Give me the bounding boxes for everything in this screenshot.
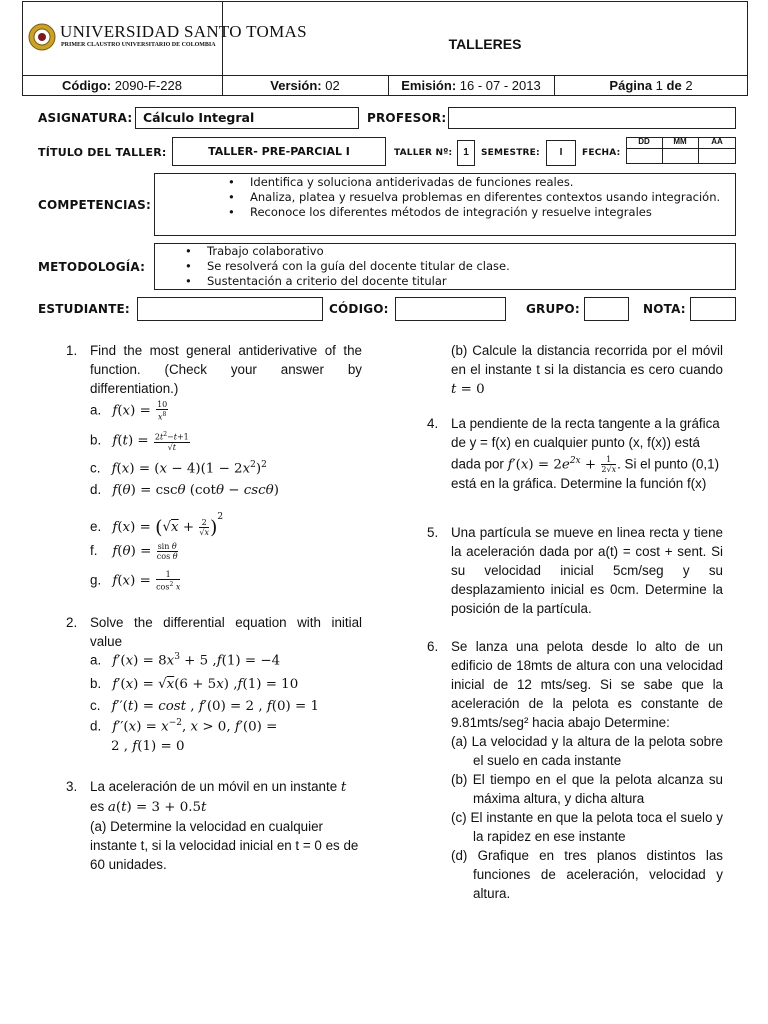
question-3b: (b) Calcule la distancia recorrida por el móvil en el instante t si la distancia es cero cuando t = 0	[451, 343, 723, 397]
fecha-dd: DD	[638, 137, 650, 146]
question-number: 1.	[66, 343, 78, 358]
codigo-cell	[22, 78, 222, 93]
profesor-label: PROFESOR:	[367, 111, 447, 125]
q1-item-d: d. f(θ) = cscθ (cotθ − cscθ)	[90, 482, 279, 498]
pagina-cell	[554, 78, 748, 93]
document-title: TALLERES	[448, 36, 522, 52]
competencia-item: • Analiza, platea y resuelva problemas en diferentes contextos usando integración.	[228, 190, 733, 205]
codigo-field[interactable]	[395, 297, 506, 321]
emision-value: 16 - 07 - 2013	[459, 78, 541, 93]
q1-item-f: f. f(θ) = $\frac{\text{sin θ}}{\text{cos θ}}$	[90, 542, 178, 561]
university-name: UNIVERSIDAD SANTO TOMAS	[60, 22, 307, 41]
q2-item-a: a. $f'(x) = 8x^3 + 5$ ,f(1) = −4	[90, 652, 281, 669]
pagina-de: de	[666, 78, 682, 93]
q3-text-b: es	[90, 799, 105, 814]
nota-field[interactable]	[690, 297, 736, 321]
metodologia-list	[185, 244, 730, 289]
metodologia-item: • Trabajo colaborativo	[185, 244, 730, 259]
question-text: Find the most general antiderivative of the function. (Check your answer by differentiation.)	[90, 343, 362, 396]
question-2	[66, 613, 362, 651]
question-6	[427, 637, 723, 903]
q1-item-e: e. f(x) = (√x + $\frac{2}{√x}$ )$^2$	[90, 512, 224, 539]
version-value: 02	[325, 78, 340, 93]
q6-items	[451, 732, 723, 903]
codigo-label: Código:	[62, 78, 112, 93]
pagina-total: 2	[685, 78, 693, 93]
q3-text-a: La aceleración de un móvil en un instante	[90, 779, 338, 794]
fecha-label: FECHA:	[582, 148, 621, 158]
pagina-num: 1	[655, 78, 663, 93]
q1-item-c: c. $f(x) = (x - 4)(1 - 2x^2)^2$	[90, 460, 267, 477]
question-text: Una partícula se mueve en linea recta y tiene la aceleración dada por a(t) = cost + sent. Si su velocidad inicial 5cm/seg y su desplazamiento inicial es 0cm. Determine la posición de la partícula.	[451, 525, 723, 616]
q2-item-d: d. $f''(x) = x^{-2}$, x > 0, f′(0) =	[90, 718, 278, 735]
q2-item-b: b. f′(x) = √x(6 + 5x) ,f(1) = 10	[90, 676, 299, 692]
q2-item-d-cont: 2 , f(1) = 0	[111, 739, 185, 754]
estudiante-label: ESTUDIANTE:	[38, 302, 130, 316]
q6-item: (b) El tiempo en el que la pelota alcanza su máxima altura, y dicha altura	[451, 772, 723, 806]
question-number: 3.	[66, 779, 78, 794]
asignatura-label: ASIGNATURA:	[38, 111, 133, 125]
semestre-label: SEMESTRE:	[481, 148, 540, 158]
taller-no-value: 1	[463, 147, 469, 158]
question-5	[427, 523, 723, 618]
competencia-item: • Identifica y soluciona antiderivadas de funciones reales.	[228, 175, 733, 190]
grupo-label: GRUPO:	[526, 302, 580, 316]
codigo-form-label: CÓDIGO:	[329, 302, 389, 316]
q4-text: La pendiente de la recta tangente a la gráfica de y = f(x) en cualquier punto (x, f(x)) está dada por	[451, 416, 720, 472]
fecha-mm: MM	[673, 137, 687, 146]
codigo-value: 2090-F-228	[114, 78, 182, 93]
emision-cell	[388, 78, 554, 93]
university-logo	[28, 20, 307, 54]
header-divider-h	[22, 75, 748, 76]
q3b-text: (b) Calcule la distancia recorrida por el móvil en el instante t si la distancia es cero cuando	[451, 343, 723, 377]
q1-item-g: g. f(x) = $\frac{1}{\cos^2 x}$	[90, 570, 181, 592]
metodologia-item: • Se resolverá con la guía del docente titular de clase.	[185, 259, 730, 274]
q6-item: (a) La velocidad y la altura de la pelota sobre el suelo en cada instante	[451, 734, 723, 768]
taller-no-label: TALLER Nº:	[394, 148, 453, 158]
metodologia-item: • Sustentación a criterio del docente titular	[185, 274, 730, 289]
question-number: 5.	[427, 525, 439, 540]
q4-text2: Si el punto (0,1) está en la gráfica. Determine la función f(x)	[451, 456, 720, 492]
metodologia-label: METODOLOGÍA:	[38, 260, 146, 274]
question-text: La aceleración de un móvil en un instante t es a(t) = 3 + 0.5t (a) Determine la velocidad en cualquier instante t, si la velocidad inicial en t = 0 es de 60 unidades.	[90, 779, 359, 872]
question-text: Solve the differential equation with initial value	[90, 615, 362, 649]
question-number: 4.	[427, 416, 439, 431]
profesor-field[interactable]	[448, 107, 736, 129]
asignatura-value: Cálculo Integral	[143, 110, 255, 125]
q1-item-b: b. f(t) = $\frac{2t^2-t+1}{√t}$	[90, 431, 189, 452]
emision-label: Emisión:	[401, 78, 457, 93]
university-subtitle: PRIMER CLAUSTRO UNIVERSITARIO DE COLOMBIA	[61, 42, 216, 48]
q3a-text: Determine la velocidad en cualquier instante t, si la velocidad inicial en t = 0 es de 60 unidades.	[90, 819, 359, 872]
question-text: La pendiente de la recta tangente a la gráfica de y = f(x) en cualquier punto (x, f(x)) está dada por $f'(x) = 2e^{2x}$ + $\frac{1}{2√x}$ . Si el punto (0,1) está en la gráfica. Determine la función f(x)	[451, 416, 720, 492]
grupo-field[interactable]	[584, 297, 629, 321]
question-1	[66, 341, 362, 398]
question-text: Se lanza una pelota desde lo alto de un edificio de 18mts de altura con una velocidad inicial de 12 mts/seg. Si se sabe que la aceleración de la pelota es constante de 9.81mts/seg² hacia abajo Determine:	[451, 639, 723, 730]
q6-item: (c) El instante en que la pelota toca el suelo y la rapidez en ese instante	[451, 810, 723, 844]
estudiante-field[interactable]	[137, 297, 323, 321]
question-4	[427, 414, 723, 493]
pagina-label: Página	[609, 78, 653, 93]
version-cell	[222, 78, 388, 93]
competencias-label: COMPETENCIAS:	[38, 198, 151, 212]
fecha-aa: AA	[711, 137, 723, 146]
fecha-grid-h	[626, 148, 736, 149]
semestre-value: I	[559, 147, 563, 158]
question-number: 6.	[427, 639, 439, 654]
question-number: 2.	[66, 615, 78, 630]
version-label: Versión:	[270, 78, 322, 93]
university-seal-icon	[28, 22, 56, 52]
competencia-item: • Reconoce los diferentes métodos de integración y resuelve integrales	[228, 205, 733, 220]
nota-label: NOTA:	[643, 302, 686, 316]
titulo-label: TÍTULO DEL TALLER:	[38, 146, 167, 159]
titulo-value: TALLER- PRE-PARCIAL I	[208, 145, 350, 158]
question-3	[66, 777, 362, 874]
competencias-list	[228, 175, 733, 220]
q6-item: (d) Grafique en tres planos distintos las funciones de aceleración, velocidad y altura.	[451, 848, 723, 901]
q3a-prefix: (a)	[90, 819, 107, 834]
q1-item-a: a. f(x) = $\frac{10}{x^8}$	[90, 400, 168, 422]
q2-item-c: c. f′′(t) = cost , f′(0) = 2 , f(0) = 1	[90, 698, 320, 714]
